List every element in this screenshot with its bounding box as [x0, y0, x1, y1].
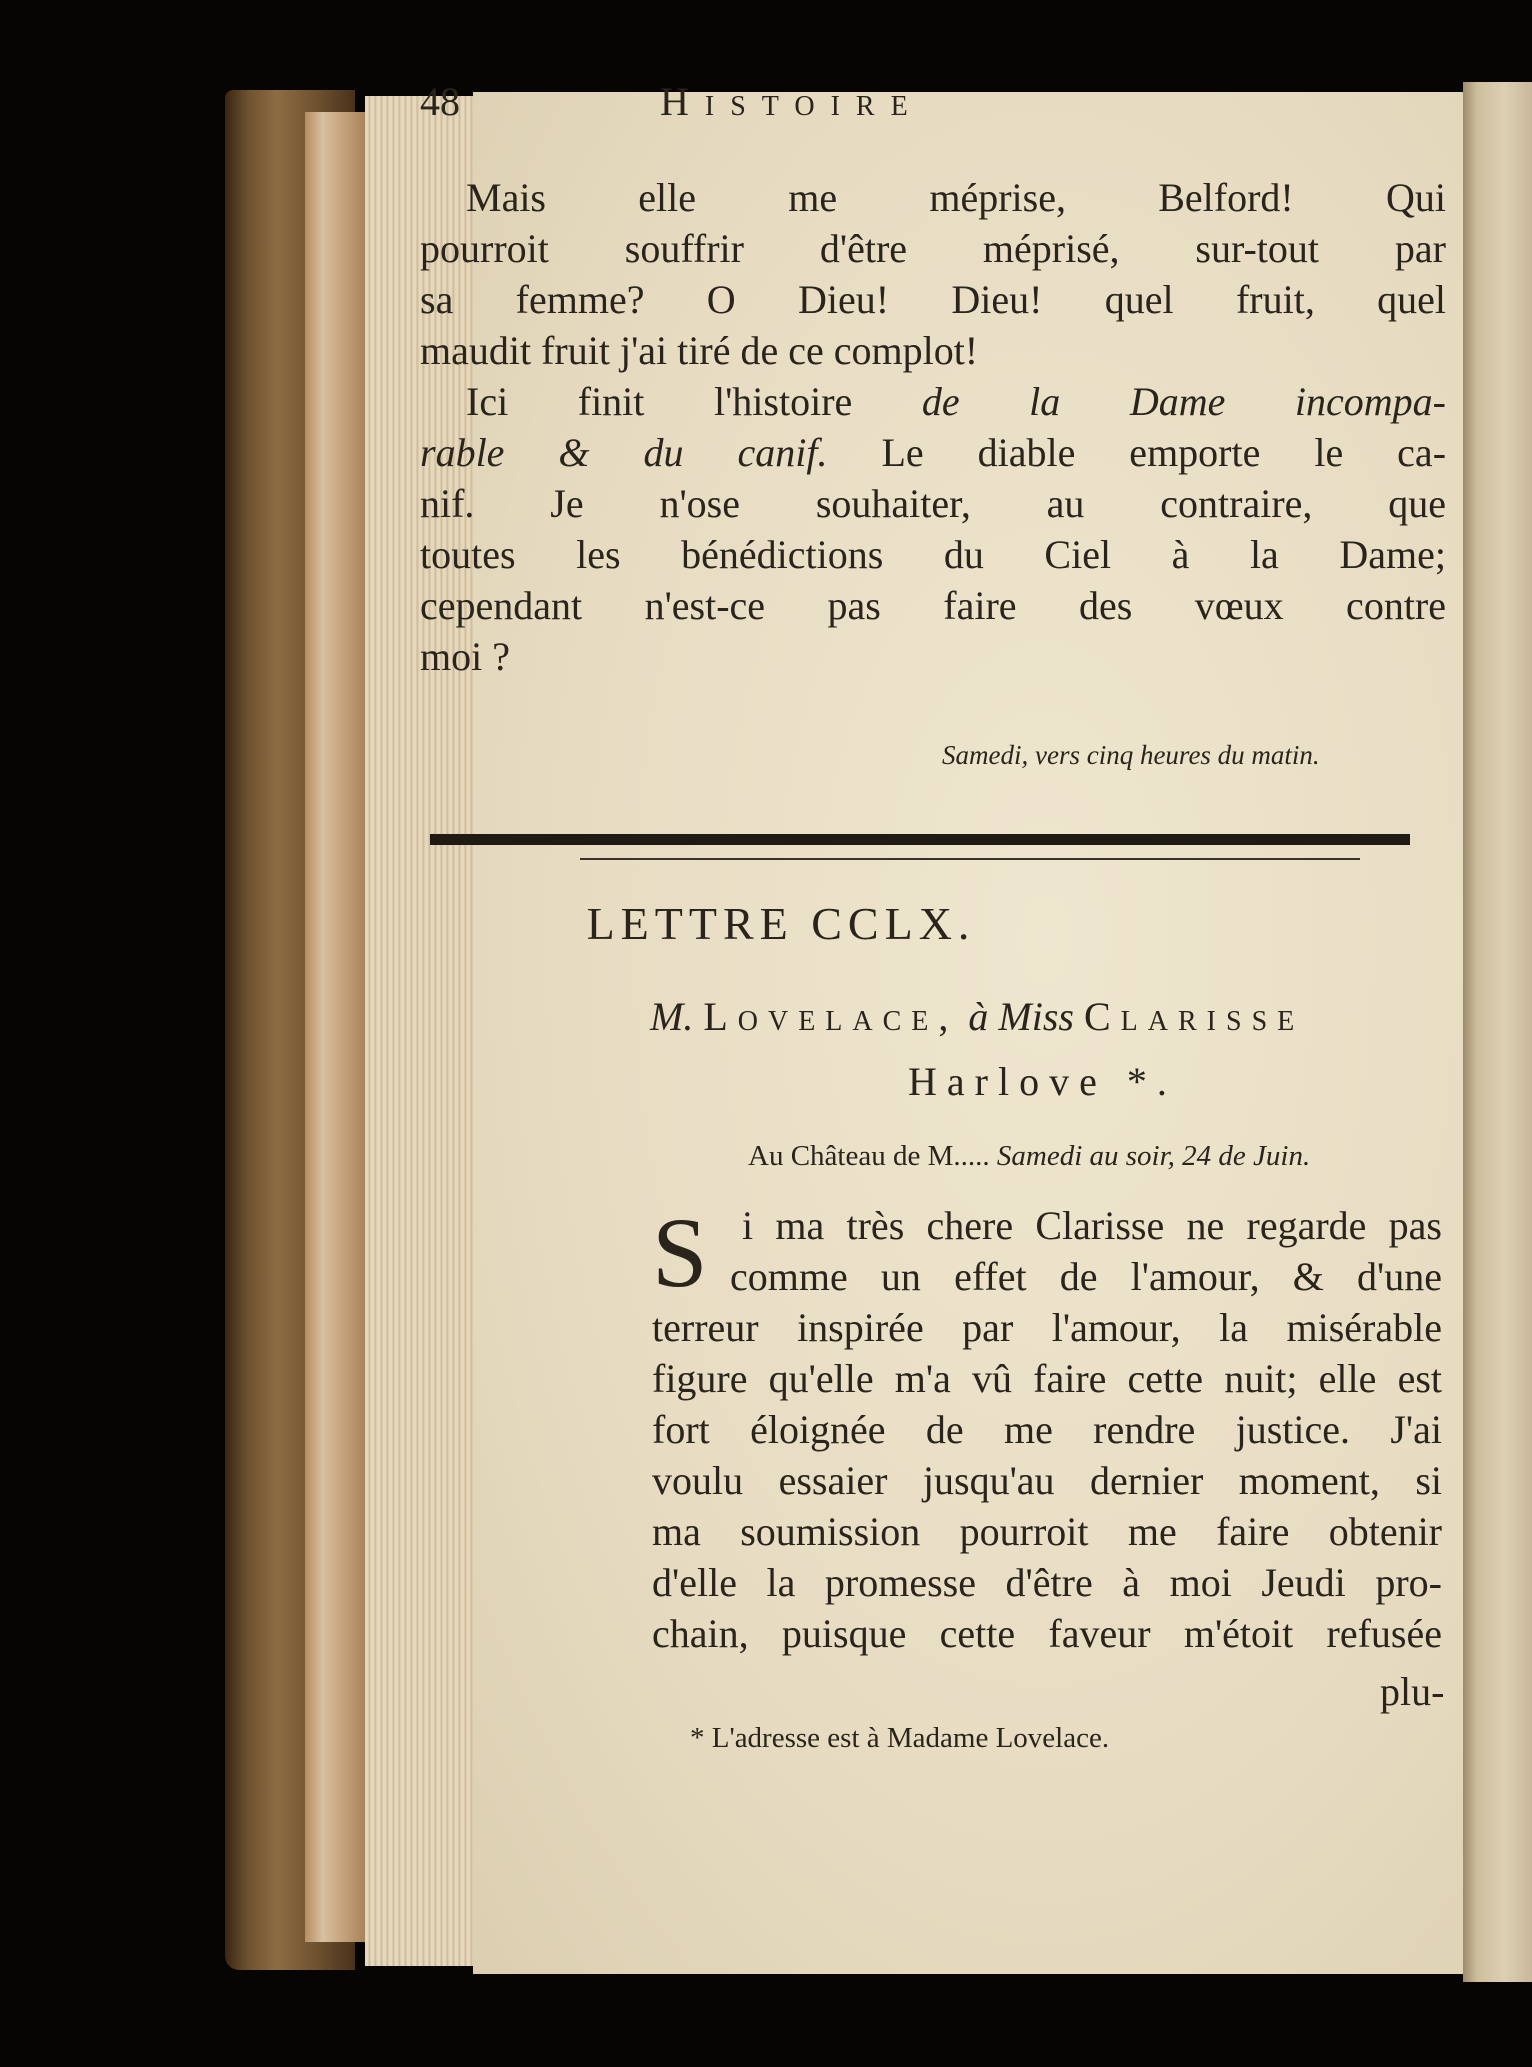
text-line: cependant n'est-ce pas faire des vœux contre [420, 583, 1446, 628]
divider-thin [580, 858, 1360, 860]
text-line: voulu essaier jusqu'au dernier moment, si [652, 1458, 1442, 1503]
facing-page-edge [1463, 82, 1532, 1982]
text-line: maudit fruit j'ai tiré de ce complot! [420, 328, 979, 373]
italic-title-fragment: rable & du canif. [420, 430, 828, 475]
recipient-prefix: à Miss [968, 994, 1074, 1039]
text-line-with-italic [420, 427, 1446, 478]
dateline-date: Samedi au soir, 24 de Juin. [996, 1140, 1311, 1172]
cover-edge [305, 112, 365, 1942]
text-line: chain, puisque cette faveur m'étoit refusée [652, 1611, 1442, 1656]
signature-dateline: Samedi, vers cinq heures du matin. [942, 740, 1320, 770]
text-line: fort éloignée de me rendre justice. J'ai [652, 1407, 1442, 1452]
text-line: d'elle la promesse d'être à moi Jeudi pro- [652, 1560, 1442, 1605]
text-line: figure qu'elle m'a vû faire cette nuit; elle est [652, 1356, 1442, 1401]
page-header [420, 78, 1200, 134]
letter-body [652, 1197, 1442, 1659]
footnote: * L'adresse est à Madame Lovelace. [690, 1722, 1110, 1754]
text-line: toutes les bénédictions du Ciel à la Dame; [420, 532, 1446, 577]
correspondents-line [650, 993, 1304, 1040]
text-line: nif. Je n'ose souhaiter, au contraire, que [420, 481, 1446, 526]
sender-name: Lovelace, [703, 994, 959, 1039]
text-line: pourroit souffrir d'être méprisé, sur-tout par [420, 226, 1446, 271]
text-fragment: Le diable emporte le ca- [881, 430, 1447, 475]
text-line: sa femme? O Dieu! Dieu! quel fruit, quel [420, 277, 1446, 322]
running-head: Histoire [660, 79, 924, 124]
drop-cap: S [652, 1197, 708, 1308]
sender-title: M. [650, 994, 694, 1039]
text-line: ma soumission pourroit me faire obtenir [652, 1509, 1442, 1554]
dateline-place: Au Château de M..... [748, 1140, 990, 1172]
divider-thick [430, 834, 1410, 845]
page-number: 48 [420, 79, 460, 124]
catchword: plu- [1380, 1669, 1445, 1714]
recipient-name: Clarisse [1084, 994, 1305, 1039]
italic-title-fragment: de la Dame incompa- [921, 379, 1446, 424]
text-line: terreur inspirée par l'amour, la misérable [652, 1305, 1442, 1350]
text-line: i ma très chere Clarisse ne regarde pas [742, 1203, 1442, 1248]
text-line: Mais elle me méprise, Belford! Qui [466, 175, 1446, 220]
top-text-block [420, 172, 1446, 682]
text-fragment: Ici finit l'histoire [466, 379, 853, 424]
recipient-surname: Harlove *. [908, 1059, 1177, 1104]
text-line-with-italic [420, 376, 1446, 427]
text-line: moi ? [420, 634, 510, 679]
letter-title: LETTRE CCLX. [586, 898, 976, 949]
letter-dateline [748, 1140, 1310, 1173]
text-line: comme un effet de l'amour, & d'une [730, 1254, 1442, 1299]
